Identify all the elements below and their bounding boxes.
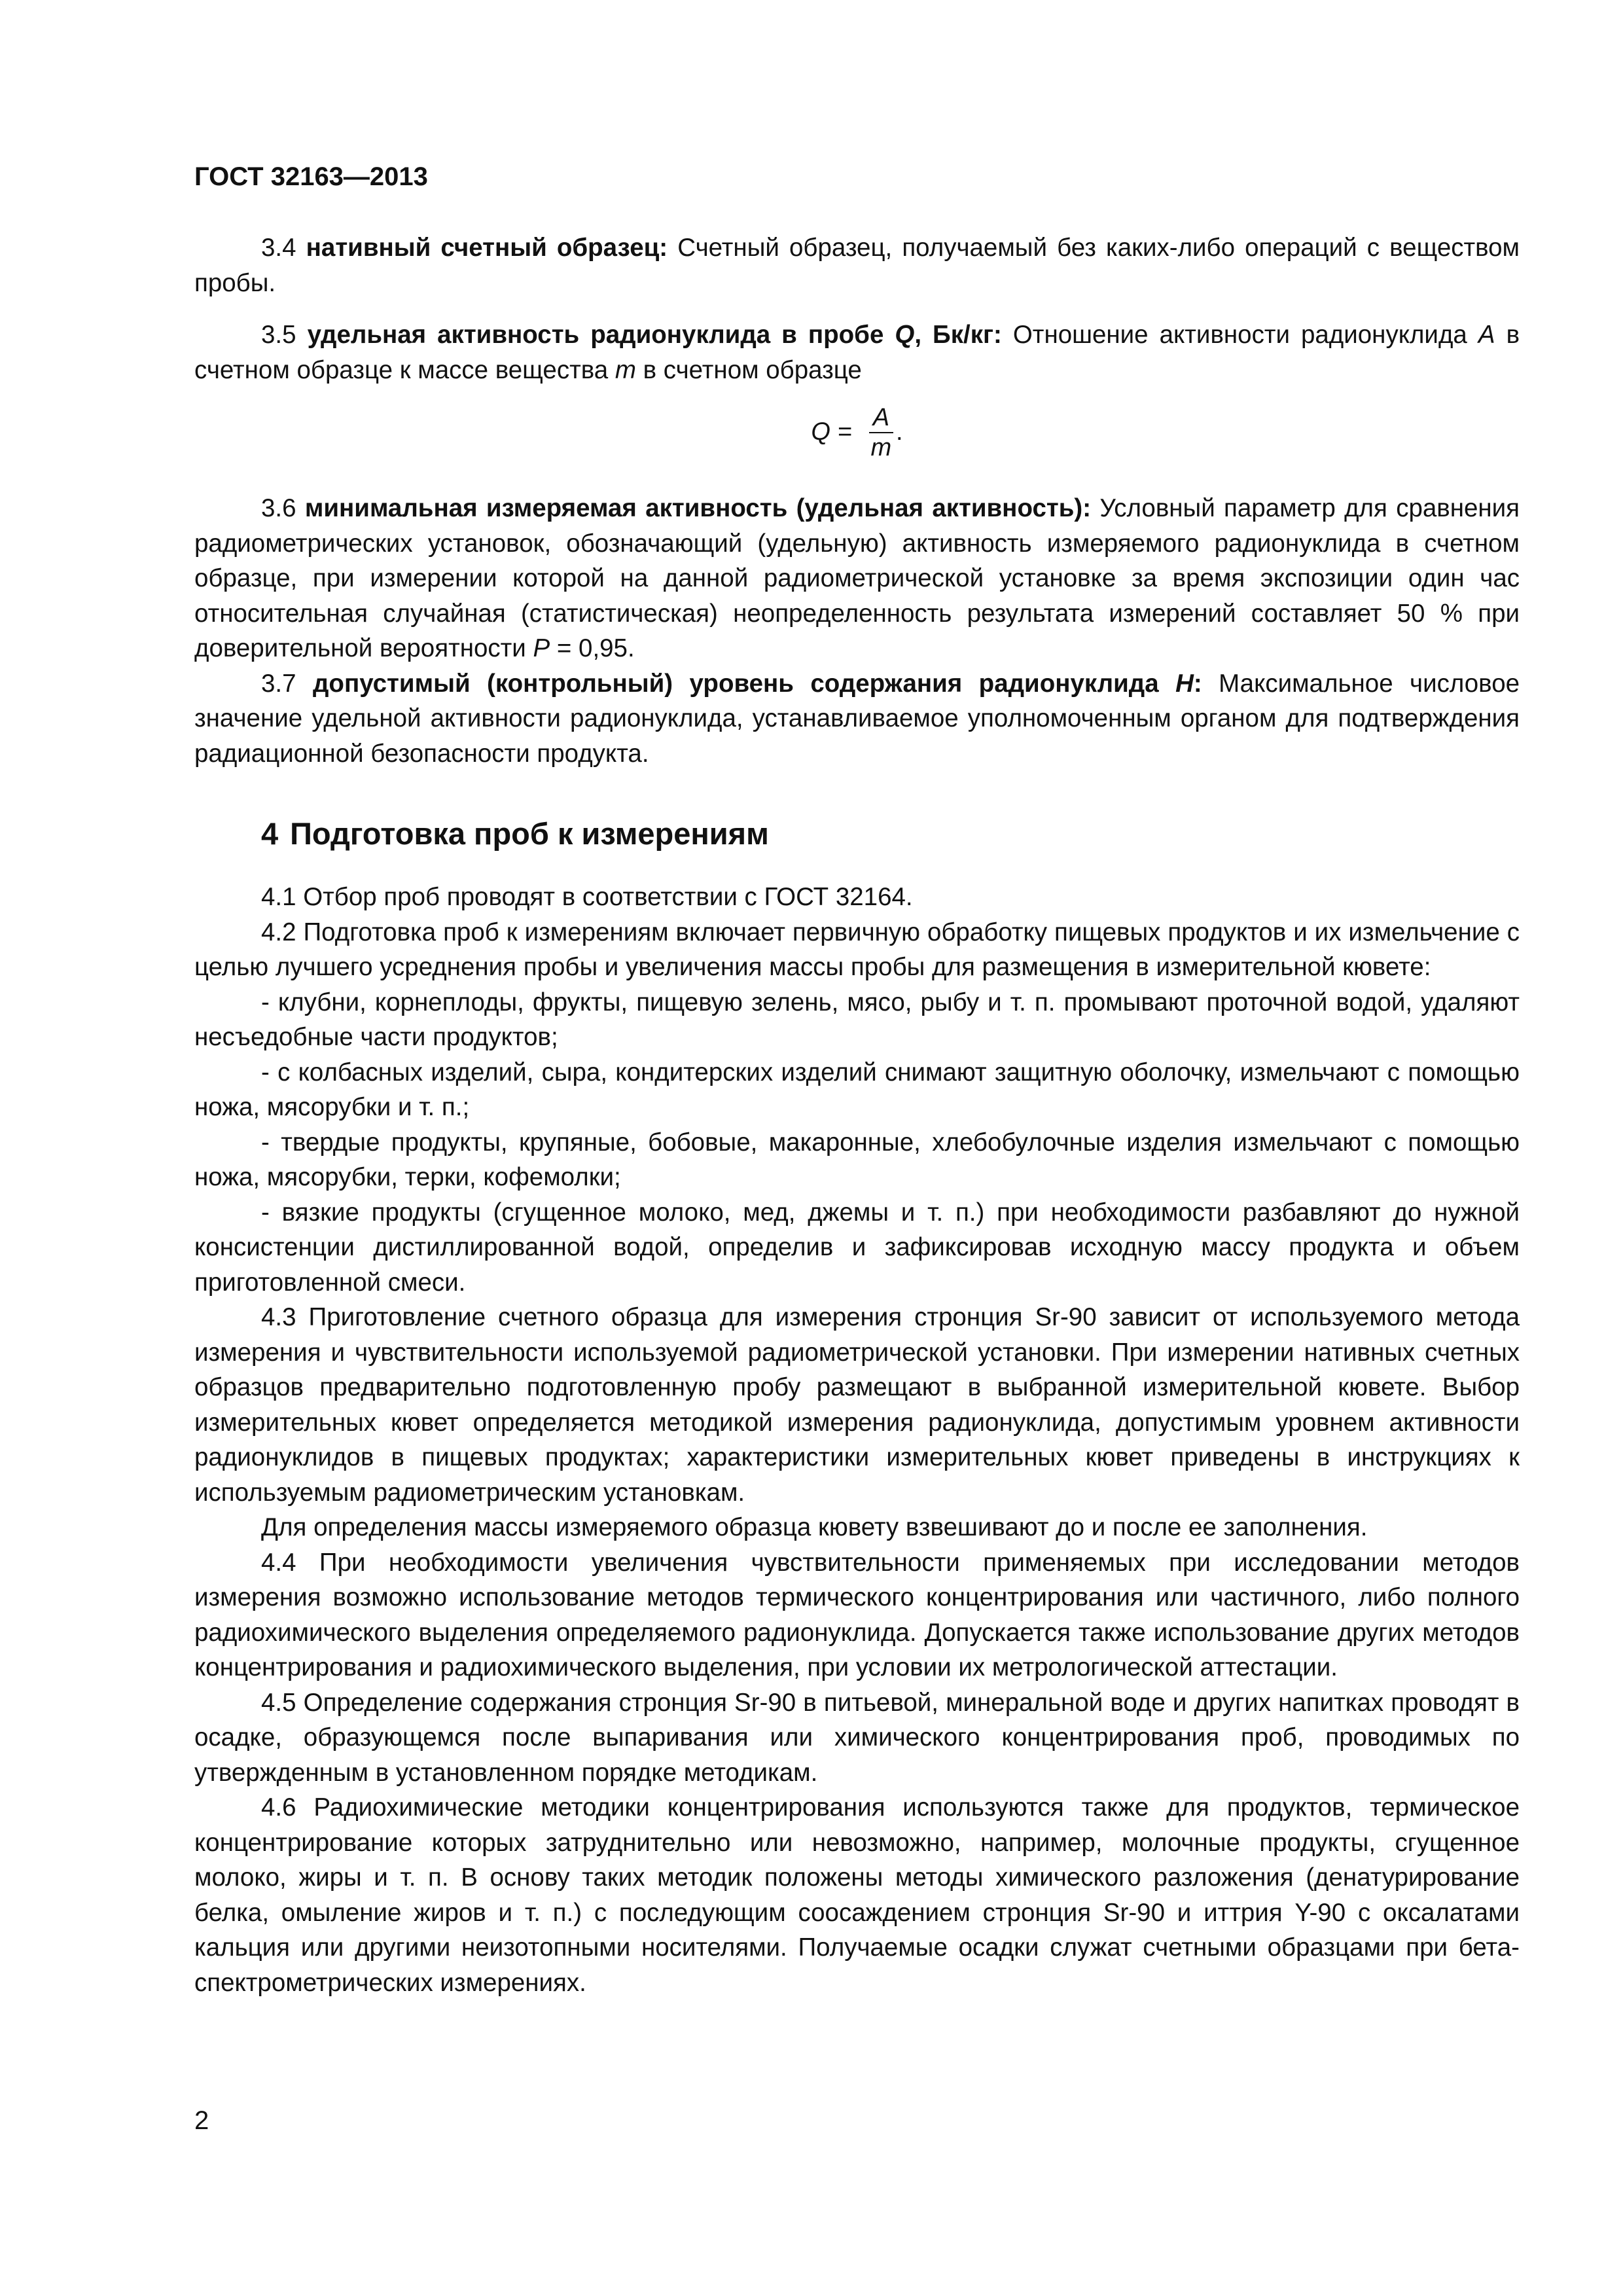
section-heading-4 — [194, 814, 1520, 853]
clause-3-5 — [194, 317, 1520, 387]
definition-text: в счетном образце — [643, 355, 862, 384]
definition-text: Условный параметр для сравнения радиометрических установок, обозначающий (удельную) активность измеряемого радионуклида в счетном образце, при измерении которой на данной радиометрической установке за время экспозиции один час относительная случайная (статистическая) неопределенность результата измерений составляет 50 % при доверительной вероятности — [194, 494, 1520, 662]
formula-lhs: Q = — [811, 418, 852, 446]
formula-denominator: m — [870, 434, 892, 461]
term-symbol: H — [1175, 669, 1194, 698]
symbol-m: m — [615, 355, 636, 384]
term: нативный счетный образец: — [306, 234, 668, 262]
clause-4-2: 4.2 Подготовка проб к измерениям включает первичную обработку пищевых продуктов и их измельчение с целью лучшего усреднения пробы и увеличения массы пробы для размещения в измерительной кювете: — [194, 918, 1520, 981]
page-number: 2 — [194, 2106, 209, 2135]
term-colon: : — [1193, 669, 1202, 698]
definition-text: в счетном образце к массе вещества — [194, 321, 1520, 384]
list-item: - клубни, корнеплоды, фрукты, пищевую зелень, мясо, рыбу и т. п. промывают проточной водой, удаляют несъедобные части продуктов; — [194, 988, 1520, 1051]
definition-tail: = 0,95. — [556, 634, 635, 662]
clause-4-5: 4.5 Определение содержания стронция Sr-90 в питьевой, минеральной воде и других напитках проводят в осадке, образующемся после выпаривания или химического концентрирования проб, проводимых по утвержденным в установленном порядке методикам. — [194, 1688, 1520, 1787]
definition-text: Максимальное числовое значение удельной активности радионуклида, устанавливаемое уполномоченным органом для подтверждения радиационной безопасности продукта. — [194, 669, 1520, 768]
document-header-code: ГОСТ 32163—2013 — [194, 162, 428, 191]
term: удельная активность радионуклида в пробе — [307, 321, 884, 349]
clause-number: 3.6 — [261, 494, 296, 522]
list-item: - с колбасных изделий, сыра, кондитерских изделий снимают защитную оболочку, измельчают с помощью ножа, мясорубки и т. п.; — [194, 1058, 1520, 1121]
term: минимальная измеряемая активность (удельная активность): — [304, 494, 1092, 522]
symbol-a: A — [1478, 321, 1495, 349]
document-body — [194, 230, 1520, 2000]
section-title: Подготовка проб к измерениям — [290, 816, 769, 851]
clause-3-7 — [194, 666, 1520, 772]
clause-number: 3.4 — [261, 234, 296, 262]
list-item: - твердые продукты, крупяные, бобовые, макаронные, хлебобулочные изделия измельчают с помощью ножа, мясорубки, терки, кофемолки; — [194, 1128, 1520, 1191]
term: допустимый (контрольный) уровень содержания радионуклида — [312, 669, 1159, 698]
clause-number: 3.7 — [261, 669, 296, 698]
term-symbol: Q — [895, 321, 915, 349]
symbol-p: P — [533, 634, 550, 662]
formula-period: . — [896, 418, 903, 446]
formula-numerator: A — [872, 404, 890, 431]
definition-text: Счетный образец, получаемый без каких-либо операций с веществом пробы. — [194, 234, 1520, 297]
clause-4-6: 4.6 Радиохимические методики концентрирования используются также для продуктов, термическое концентрирование которых затруднительно или невозможно, например, молочные продукты, сгущенное молоко, жиры и т. п. В основу таких методик положены методы химического разложения (денатурирование белка, омыление жиров и т. п.) с последующим соосаждением стронция Sr-90 и иттрия Y-90 с оксалатами кальция или другими неизотопными носителями. Получаемые осадки служат счетными образцами при бета-спектрометрических измерениях. — [194, 1793, 1520, 1997]
section-number: 4 — [261, 816, 279, 851]
definition-text: Отношение активности радионуклида — [1012, 321, 1467, 349]
clause-3-6 — [194, 491, 1520, 666]
clause-3-4 — [194, 230, 1520, 300]
list-item: - вязкие продукты (сгущенное молоко, мед, джемы и т. п.) при необходимости разбавляют до нужной консистенции дистиллированной водой, определив и зафиксировав исходную массу продукта и объем приготовленной смеси. — [194, 1198, 1520, 1297]
clause-number: 3.5 — [261, 321, 296, 349]
clause-4-1: 4.1 Отбор проб проводят в соответствии с ГОСТ 32164. — [261, 883, 913, 911]
formula-fraction — [869, 403, 893, 462]
formula-q — [194, 397, 1520, 469]
term-unit: , Бк/кг: — [914, 321, 1002, 349]
clause-4-3-note: Для определения массы измеряемого образца кювету взвешивают до и после ее заполнения. — [261, 1513, 1368, 1541]
clause-4-3: 4.3 Приготовление счетного образца для измерения стронция Sr-90 зависит от используемого метода измерения и чувствительности используемой радиометрической установки. При измерении нативных счетных образцов предварительно подготовленную пробу размещают в выбранной измерительной кювете. Выбор измерительных кювет определяется методикой измерения радионуклида, допустимым уровнем активности радионуклидов в пищевых продуктах; характеристики измерительных кювет приведены в инструкциях к используемым радиометрическим установкам. — [194, 1303, 1520, 1507]
clause-4-4: 4.4 При необходимости увеличения чувствительности применяемых при исследовании методов измерения возможно использование методов термического концентрирования или частичного, либо полного радиохимического выделения определяемого радионуклида. Допускается также использование других методов концентрирования и радиохимического выделения, при условии их метрологической аттестации. — [194, 1548, 1520, 1681]
